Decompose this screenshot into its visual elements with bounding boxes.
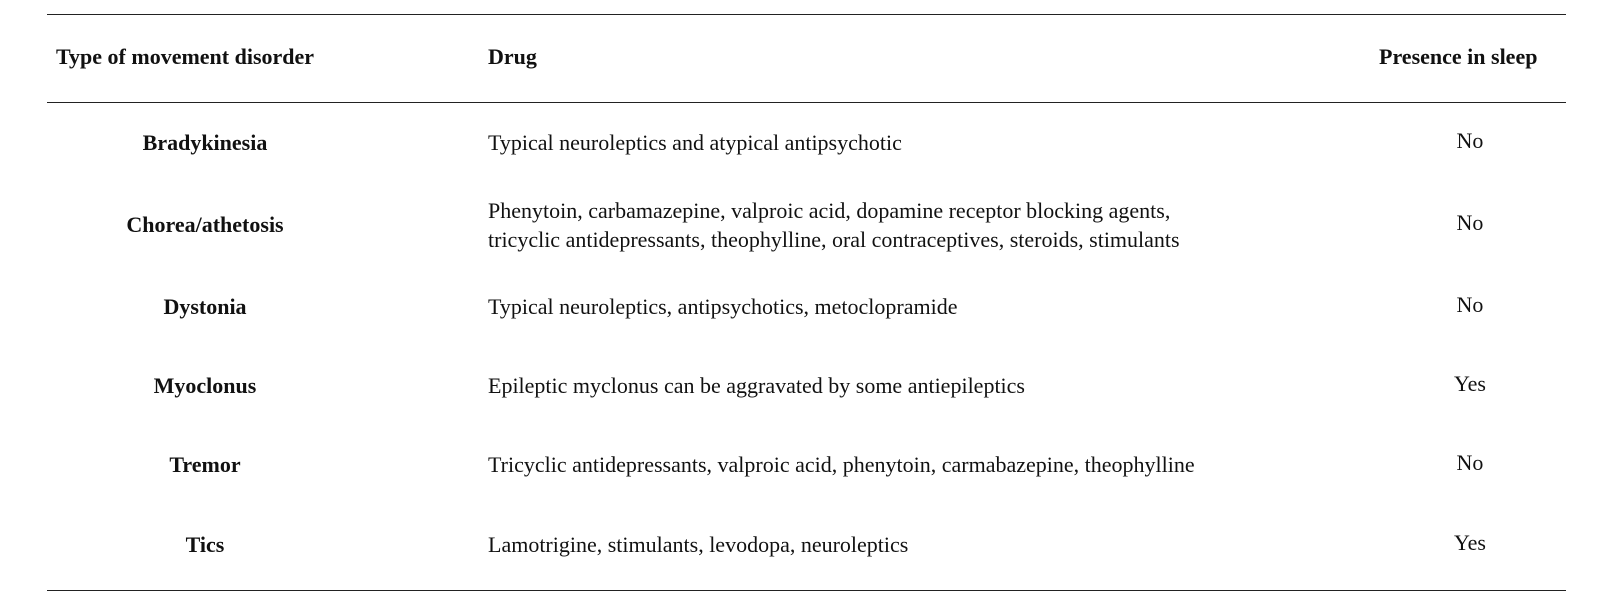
table-top-rule xyxy=(47,14,1566,15)
row-drug xyxy=(488,196,1348,254)
drug-line: Typical neuroleptics and atypical antipsychotic xyxy=(488,130,902,155)
header-drug: Drug xyxy=(488,44,537,69)
drug-line: Typical neuroleptics, antipsychotics, metoclopramide xyxy=(488,294,958,319)
row-sleep: No xyxy=(1456,450,1484,475)
row-sleep: No xyxy=(1456,292,1484,317)
row-type: Chorea/athetosis xyxy=(126,212,284,237)
row-type: Myoclonus xyxy=(153,373,257,398)
table-header-row xyxy=(0,44,1603,74)
header-type: Type of movement disorder xyxy=(56,44,315,69)
row-drug xyxy=(488,292,1348,321)
row-sleep: No xyxy=(1456,128,1484,153)
row-type: Dystonia xyxy=(163,294,247,319)
drug-line: Lamotrigine, stimulants, levodopa, neuroleptics xyxy=(488,532,909,557)
row-drug xyxy=(488,128,1348,157)
row-drug xyxy=(488,371,1348,400)
row-drug xyxy=(488,530,1348,559)
row-sleep: Yes xyxy=(1453,530,1486,555)
row-sleep: No xyxy=(1456,210,1484,235)
drug-line: tricyclic antidepressants, theophylline, oral contraceptives, steroids, stimulants xyxy=(488,227,1180,252)
header-sleep: Presence in sleep xyxy=(1379,44,1538,69)
row-sleep: Yes xyxy=(1453,371,1486,396)
row-type: Tics xyxy=(185,532,225,557)
row-drug xyxy=(488,450,1348,479)
drug-line: Tricyclic antidepressants, valproic acid, phenytoin, carmabazepine, theophylline xyxy=(488,452,1195,477)
drug-line: Epileptic myclonus can be aggravated by some antiepileptics xyxy=(488,373,1025,398)
row-type: Bradykinesia xyxy=(142,130,268,155)
row-type: Tremor xyxy=(169,452,241,477)
table-header-rule xyxy=(47,102,1566,103)
table-bottom-rule xyxy=(47,590,1566,591)
drug-line: Phenytoin, carbamazepine, valproic acid, dopamine receptor blocking agents, xyxy=(488,198,1171,223)
